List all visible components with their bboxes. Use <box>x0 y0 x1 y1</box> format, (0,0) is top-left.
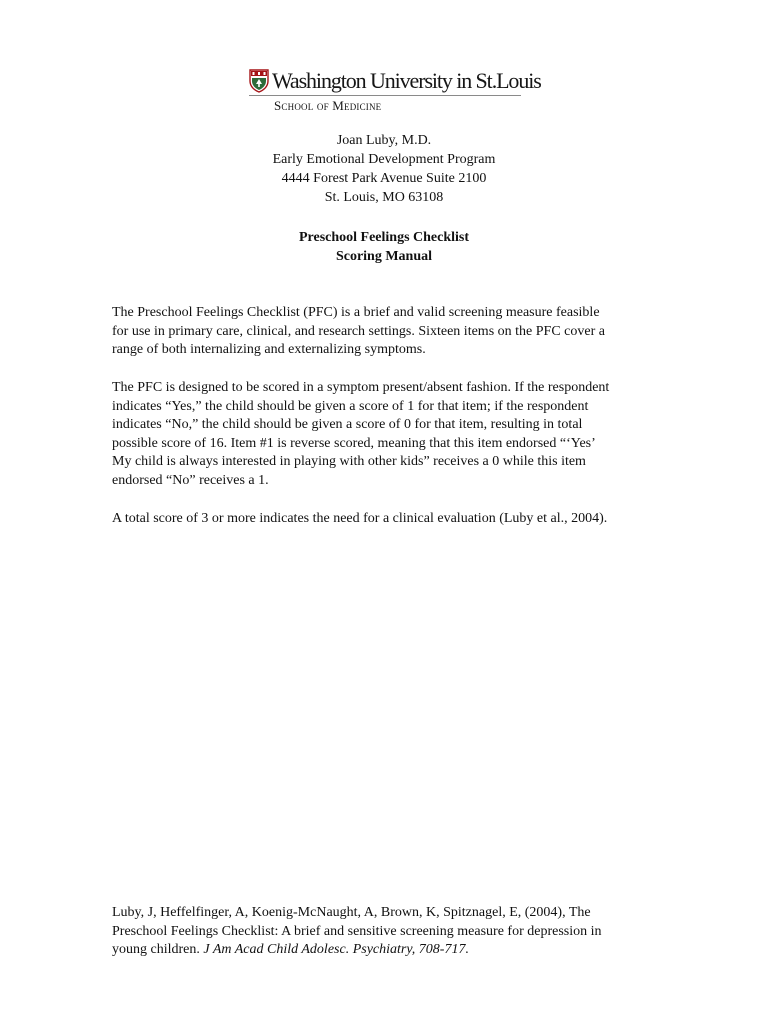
university-name: Washington University in St.Louis <box>272 68 541 93</box>
reference-line-3 <box>112 941 672 960</box>
title-line-2: Scoring Manual <box>335 249 433 264</box>
paragraph-line: for use in primary care, clinical, and research settings. Sixteen items on the PFC cover a <box>112 323 605 339</box>
paragraph-line: A total score of 3 or more indicates the need for a clinical evaluation (Luby et al., 2004). <box>112 511 608 526</box>
scoring-paragraph <box>112 379 672 491</box>
reference-line-1: Luby, J, Heffelfinger, A, Koenig-McNaught, A, Brown, K, Spitznagel, E, (2004), The <box>112 905 591 920</box>
logo-divider <box>249 95 521 96</box>
paragraph-line: My child is always interested in playing with other kids” receives a 0 while this item <box>112 454 586 470</box>
school-name: School of Medicine <box>274 98 382 113</box>
document-title <box>0 228 768 266</box>
paragraph-line: indicates “Yes,” the child should be given a score of 1 for that item; if the respondent <box>112 398 589 414</box>
reference-line-2: Preschool Feelings Checklist: A brief and sensitive screening measure for depression in <box>112 923 602 939</box>
reference-plain-text: young children. <box>112 942 204 958</box>
title-line-1: Preschool Feelings Checklist <box>298 230 470 245</box>
paragraph-line: The Preschool Feelings Checklist (PFC) is a brief and valid screening measure feasible <box>112 305 600 320</box>
university-shield-icon <box>249 69 269 93</box>
paragraph-line: possible score of 16. Item #1 is reverse scored, meaning that this item endorsed “‘Yes’ <box>112 435 596 451</box>
contact-street: 4444 Forest Park Avenue Suite 2100 <box>281 171 487 186</box>
intro-paragraph <box>112 304 672 360</box>
paragraph-line: indicates “No,” the child should be given a score of 0 for that item, resulting in total <box>112 417 583 433</box>
paragraph-line: range of both internalizing and externalizing symptoms. <box>112 342 426 358</box>
cutoff-paragraph <box>112 510 672 529</box>
reference-citation <box>112 904 672 960</box>
contact-block <box>0 131 768 207</box>
paragraph-line: endorsed “No” receives a 1. <box>112 472 269 488</box>
journal-citation: J Am Acad Child Adolesc. Psychiatry, 708-717. <box>203 942 469 958</box>
contact-city: St. Louis, MO 63108 <box>324 190 444 205</box>
university-logo <box>249 68 541 114</box>
paragraph-line: The PFC is designed to be scored in a symptom present/absent fashion. If the respondent <box>112 380 610 395</box>
contact-program: Early Emotional Development Program <box>272 152 496 167</box>
contact-name: Joan Luby, M.D. <box>336 133 432 148</box>
